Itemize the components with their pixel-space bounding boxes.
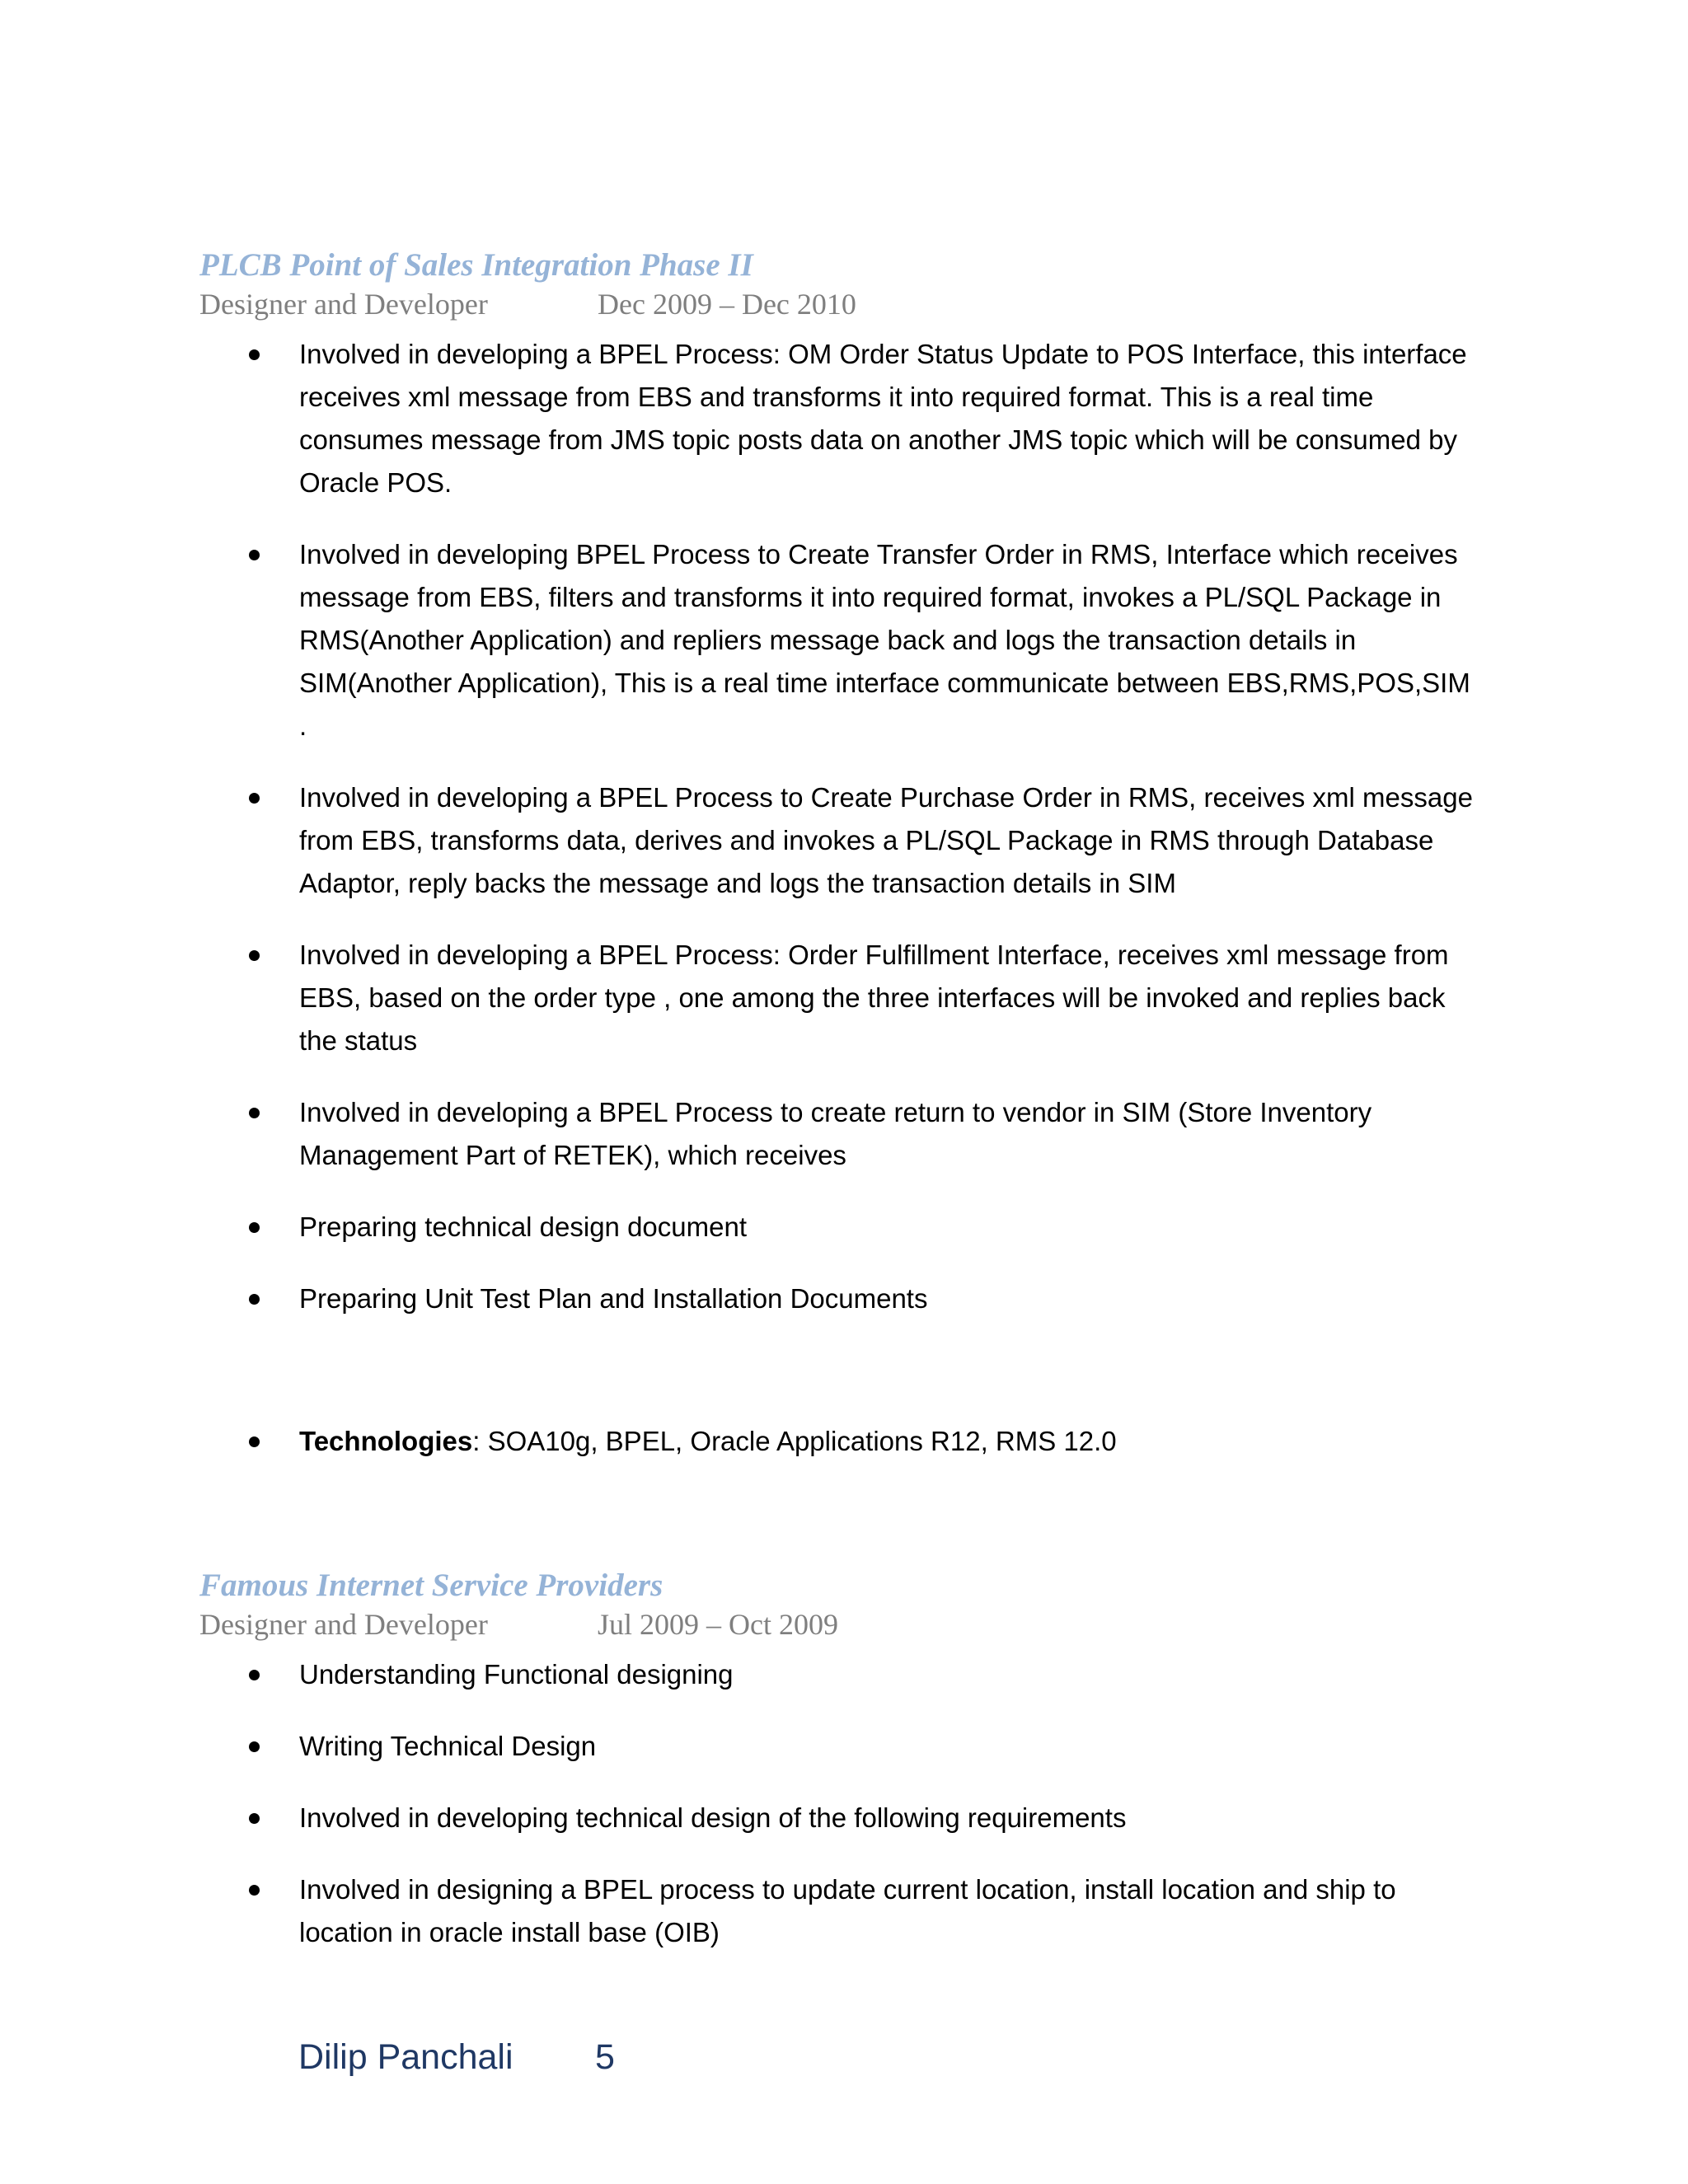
responsibility-list: [199, 1653, 1485, 1954]
list-item: Involved in developing technical design of the following requirements: [199, 1797, 1485, 1840]
bullet-icon: [249, 349, 260, 360]
bullet-icon: [249, 1741, 260, 1752]
technologies-label: Technologies: [299, 1426, 473, 1456]
bullet-icon: [249, 1813, 260, 1824]
date-range: Dec 2009 – Dec 2010: [598, 288, 856, 321]
project-title: Famous Internet Service Providers: [199, 1568, 663, 1603]
bullet-icon: [249, 1294, 260, 1305]
list-item: Involved in developing a BPEL Process to Create Purchase Order in RMS, receives xml message from EBS, transforms data, derives and invokes a PL/SQL Package in RMS through Database Adaptor, reply backs the message and logs the transaction details in SIM: [199, 776, 1485, 905]
list-item: Involved in developing a BPEL Process: Order Fulfillment Interface, receives xml message from EBS, based on the order type , one among the three interfaces will be invoked and replies back the status: [199, 934, 1485, 1062]
bullet-icon: [249, 1670, 260, 1680]
list-item: Understanding Functional designing: [199, 1653, 1485, 1696]
bullet-icon: [249, 1885, 260, 1896]
bullet-icon: [249, 950, 260, 961]
bullet-icon: [249, 1108, 260, 1118]
role-title: Designer and Developer: [199, 1608, 488, 1641]
list-item: Writing Technical Design: [199, 1725, 1485, 1768]
responsibility-list: [199, 333, 1485, 1463]
bullet-icon: [249, 1436, 260, 1447]
bullet-icon: [249, 793, 260, 804]
list-item: Involved in designing a BPEL process to update current location, install location and ship to location in oracle install base (OIB): [199, 1868, 1485, 1954]
technologies-item: [199, 1420, 1485, 1463]
bullet-icon: [249, 1222, 260, 1233]
page-number: 5: [595, 2037, 615, 2077]
list-item: Involved in developing a BPEL Process: OM Order Status Update to POS Interface, this interface receives xml message from EBS and transforms it into required format. This is a real time consumes message from JMS topic posts data on another JMS topic which will be consumed by Oracle POS.: [199, 333, 1485, 504]
list-item: Preparing technical design document: [199, 1206, 1485, 1249]
page-footer: [298, 2034, 615, 2080]
date-range: Jul 2009 – Oct 2009: [598, 1608, 838, 1641]
technologies-value: : SOA10g, BPEL, Oracle Applications R12, RMS 12.0: [472, 1426, 1117, 1456]
list-item: Involved in developing BPEL Process to Create Transfer Order in RMS, Interface which receives message from EBS, filters and transforms it into required format, invokes a PL/SQL Package in RMS(Another Application) and repliers message back and logs the transaction details in SIM(Another Application), This is a real time interface communicate between EBS,RMS,POS,SIM .: [199, 533, 1485, 748]
list-item: Involved in developing a BPEL Process to create return to vendor in SIM (Store Inventory Management Part of RETEK), which receives: [199, 1091, 1485, 1177]
project-title: PLCB Point of Sales Integration Phase II: [199, 247, 753, 283]
list-item: Preparing Unit Test Plan and Installation Documents: [199, 1277, 1485, 1320]
footer-author-name: Dilip Panchali: [298, 2037, 513, 2077]
role-title: Designer and Developer: [199, 288, 488, 321]
project-section-plcb: [199, 246, 1485, 1463]
bullet-icon: [249, 550, 260, 560]
role-line: [199, 1605, 1485, 1643]
project-section-famous-isp: [199, 1566, 1485, 1954]
role-line: [199, 285, 1485, 323]
